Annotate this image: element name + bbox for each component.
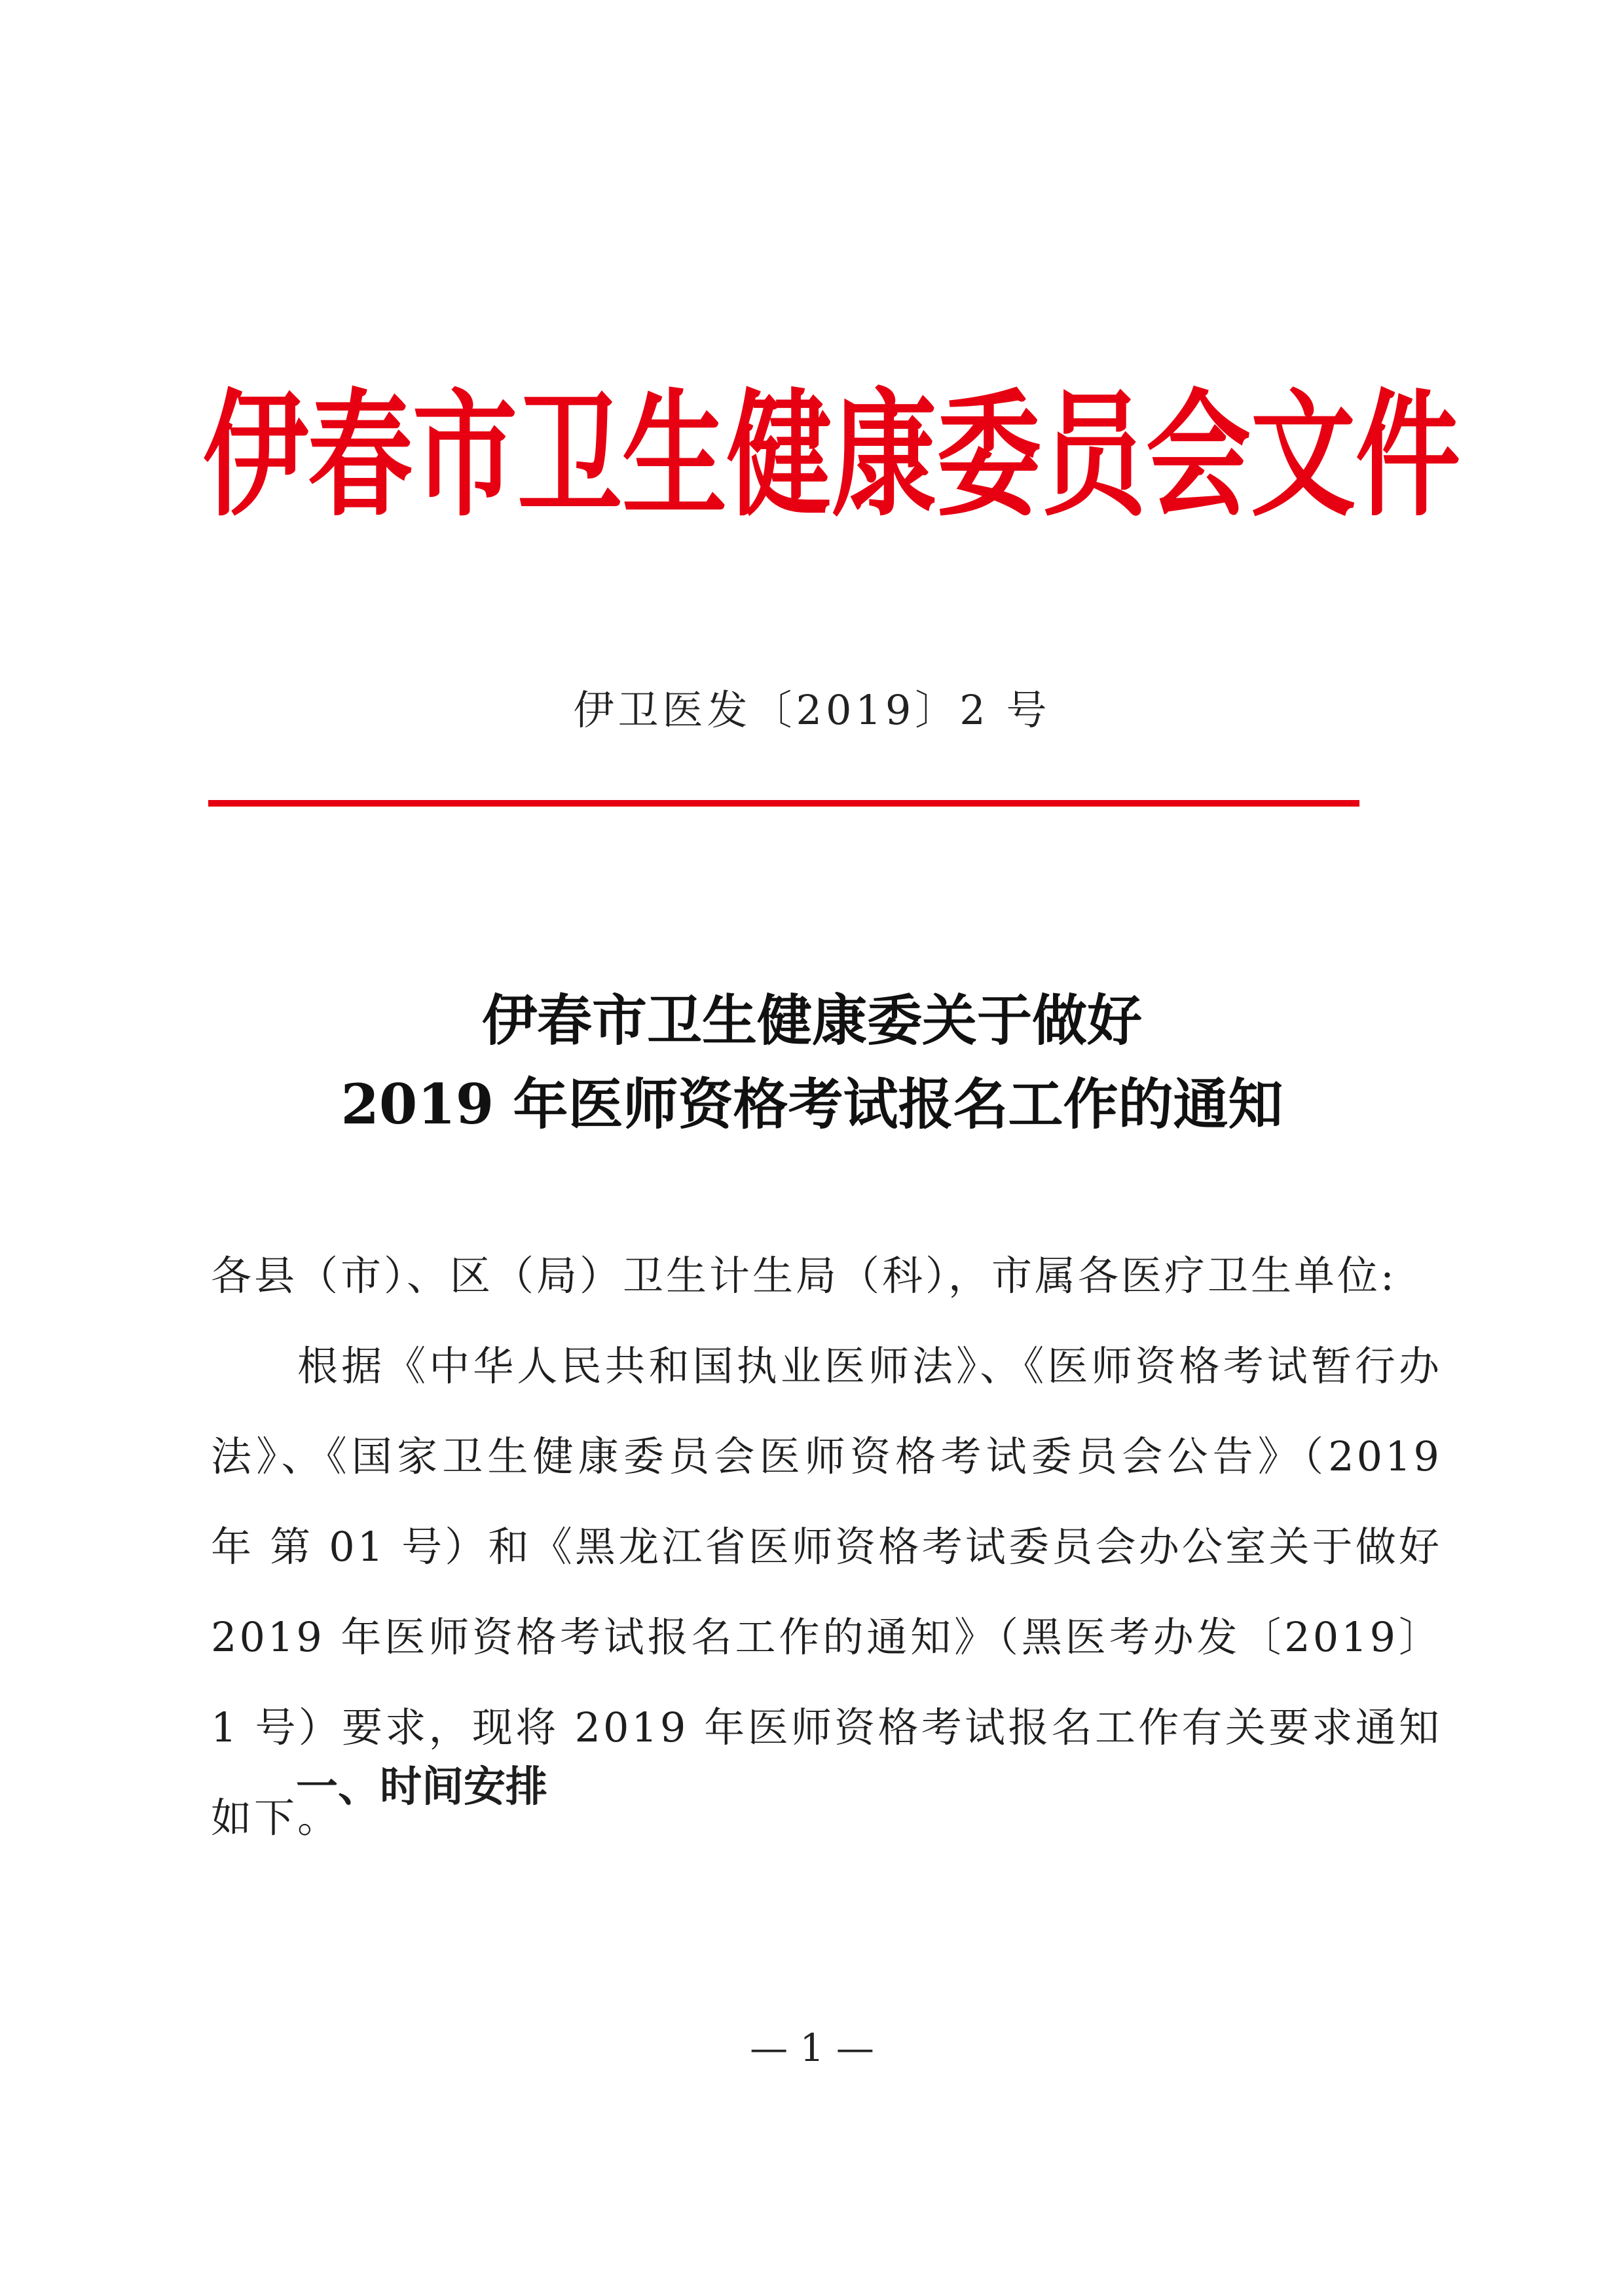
page-number: — 1 — [750, 2026, 874, 2070]
document-number: 伊卫医发〔2019〕2 号 [573, 686, 1051, 734]
section-heading-time-arrangement: 一、时间安排 [296, 1763, 547, 1812]
notice-title-line-1: 伊春市卫生健康委关于做好 [481, 988, 1142, 1053]
body-paragraph: 根据《中华人民共和国执业医师法》、《医师资格考试暂行办法》、《国家卫生健康委员会医师资格考试委员会公告》（2019 年 第 01 号）和《黑龙江省医师资格考试委员会办公室关于做好 2019 年医师资格考试报名工作的通知》（黑医考办发〔2019〕1 号）要求，现将 2019 年医师资格考试报名工作有关要求通知如下。 [211, 1342, 1442, 1842]
notice-title [0, 979, 1624, 1146]
notice-title-line-2: 2019 年医师资格考试报名工作的通知 [341, 1072, 1283, 1137]
red-divider-line [208, 800, 1359, 807]
masthead-title: 伊春市卫生健康委员会文件 [203, 374, 1461, 536]
salutation: 各县（市）、区（局）卫生计生局（科），市属各医疗卫生单位: [211, 1252, 1397, 1300]
